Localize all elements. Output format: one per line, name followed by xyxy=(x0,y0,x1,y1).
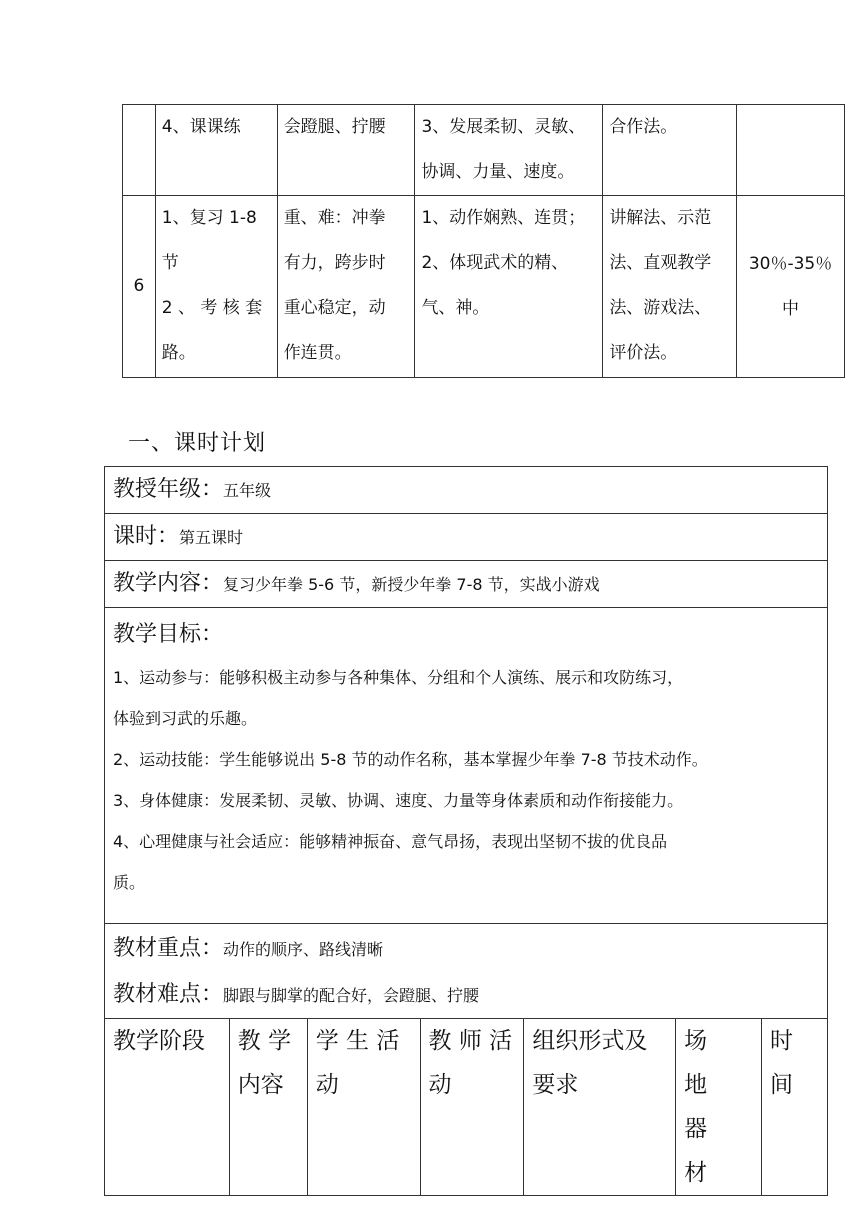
student-activity-header: 学 生 活 动 xyxy=(307,1019,420,1196)
period-label: 课时： xyxy=(113,524,180,549)
section-title: 一、课时计划 xyxy=(128,431,267,456)
objective-line: 3、身体健康：发展柔韧、灵敏、协调、速度、力量等身体素质和动作衔接能力。 xyxy=(113,791,684,810)
stage-header: 教学阶段 xyxy=(105,1019,230,1196)
lesson-progress-table xyxy=(122,104,845,378)
hard-value: 脚跟与脚掌的配合好，会蹬腿、拧腰 xyxy=(223,986,480,1005)
objective-line: 1、运动参与：能够积极主动参与各种集体、分组和个人演练、展示和攻防练习， xyxy=(113,668,684,687)
requirements-cell: 3、发展柔韧、灵敏、 协调、力量、速度。 xyxy=(415,105,603,196)
methods-cell: 讲解法、示范 法、直观教学 法、游戏法、 评价法。 xyxy=(603,196,737,378)
grade-label: 教授年级： xyxy=(113,477,224,502)
requirements-cell: 1、动作娴熟、连贯； 2、体现武术的精、 气、神。 xyxy=(415,196,603,378)
content-row xyxy=(105,561,828,608)
objective-line: 2、运动技能：学生能够说出 5-8 节的动作名称，基本掌握少年拳 7-8 节技术动作。 xyxy=(113,750,708,769)
key-label: 教材重点： xyxy=(113,936,224,961)
objectives-label: 教学目标： xyxy=(113,622,224,647)
key-points-row xyxy=(105,924,828,1019)
lesson-number-cell: 6 xyxy=(123,196,156,378)
content-label: 教学内容： xyxy=(113,571,224,596)
key-value: 动作的顺序、路线清晰 xyxy=(223,940,384,959)
objectives-row xyxy=(105,608,828,924)
equipment-header: 场 地 器 材 xyxy=(676,1019,762,1196)
lesson-number-cell xyxy=(123,105,156,196)
objective-line: 体验到习武的乐趣。 xyxy=(113,709,258,728)
grade-value: 五年级 xyxy=(223,481,272,500)
ratio-cell xyxy=(737,105,845,196)
methods-cell: 合作法。 xyxy=(603,105,737,196)
ratio-cell: 30％-35％ 中 xyxy=(737,196,845,378)
organization-header: 组织形式及 要求 xyxy=(524,1019,676,1196)
content-value: 复习少年拳 5-6 节，新授少年拳 7-8 节，实战小游戏 xyxy=(223,575,600,594)
lesson-plan-table xyxy=(104,466,828,1196)
difficulty-cell: 会蹬腿、拧腰 xyxy=(277,105,415,196)
teacher-activity-header: 教 师 活 动 xyxy=(420,1019,524,1196)
content-cell: 4、课课练 xyxy=(155,105,277,196)
hard-label: 教材难点： xyxy=(113,982,224,1007)
period-value: 第五课时 xyxy=(179,528,244,547)
table-row xyxy=(123,196,845,378)
content-header: 教 学 内容 xyxy=(229,1019,307,1196)
grade-row xyxy=(105,467,828,514)
stage-header-row xyxy=(105,1019,828,1196)
content-cell: 1、复习 1-8 节 2 、 考 核 套 路。 xyxy=(155,196,277,378)
period-row xyxy=(105,514,828,561)
objective-line: 质。 xyxy=(113,873,146,892)
time-header: 时 间 xyxy=(762,1019,828,1196)
objective-line: 4、心理健康与社会适应：能够精神振奋、意气昂扬，表现出坚韧不拔的优良品 xyxy=(113,832,668,851)
difficulty-cell: 重、难：冲拳 有力，跨步时 重心稳定，动 作连贯。 xyxy=(277,196,415,378)
table-row xyxy=(123,105,845,196)
